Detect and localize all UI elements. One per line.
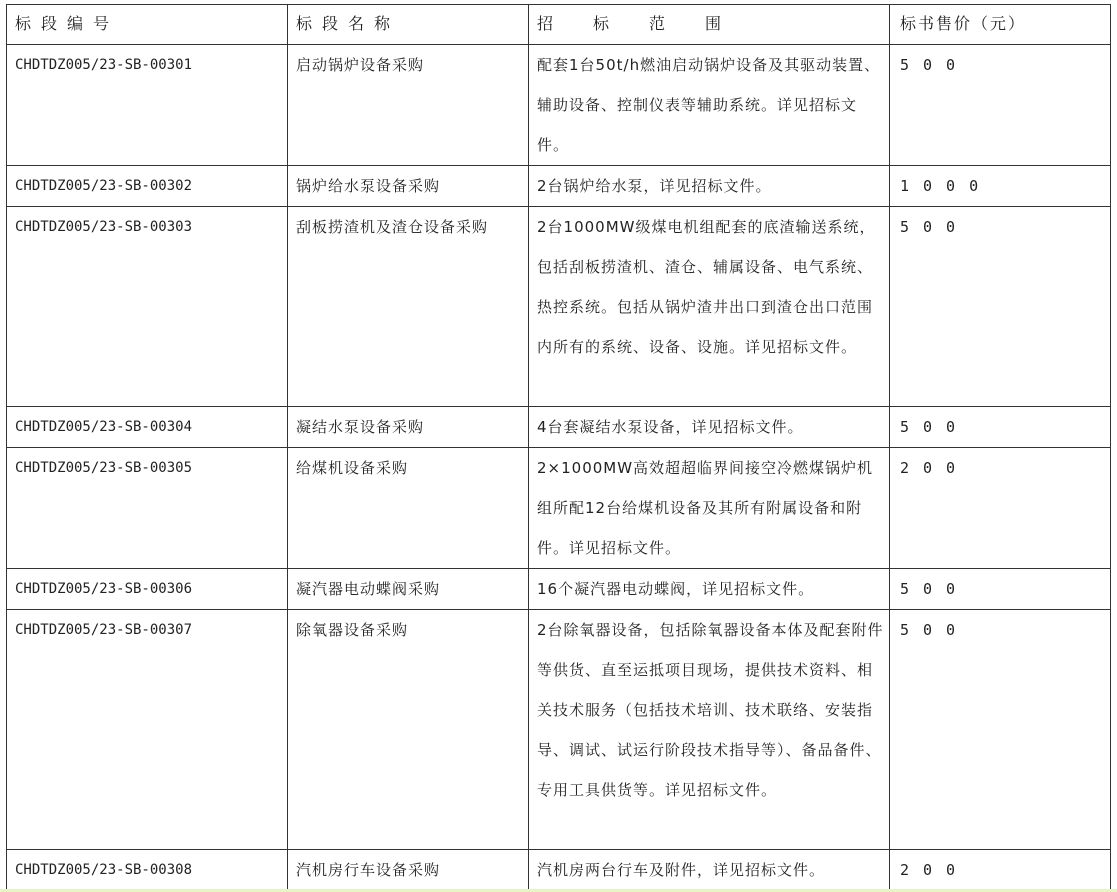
table-row [7,610,1111,850]
document-price: 500 [890,569,1111,610]
section-name: 刮板捞渣机及渣仓设备采购 [288,207,529,407]
section-code: CHDTDZ005/23-SB-00301 [7,45,288,166]
header-bid-scope: 招标范围 [529,5,890,45]
table-header-row [7,5,1111,45]
section-code: CHDTDZ005/23-SB-00303 [7,207,288,407]
bid-scope: 2台除氧器设备，包括除氧器设备本体及配套附件等供货、直至运抵项目现场，提供技术资料、相关技术服务（包括技术培训、技术联络、安装指导、调试、试运行阶段技术指导等）、备品备件、专用工具供货等。详见招标文件。 [529,610,890,850]
section-name: 凝结水泵设备采购 [288,407,529,448]
bid-scope: 2×1000MW高效超超临界间接空冷燃煤锅炉机组所配12台给煤机设备及其所有附属设备和附件。详见招标文件。 [529,448,890,569]
section-name: 给煤机设备采购 [288,448,529,569]
document-price: 500 [890,610,1111,850]
header-section-name: 标段名称 [288,5,529,45]
section-code: CHDTDZ005/23-SB-00305 [7,448,288,569]
section-name: 启动锅炉设备采购 [288,45,529,166]
document-price: 500 [890,207,1111,407]
table-row [7,207,1111,407]
document-price: 200 [890,448,1111,569]
bid-scope: 4台套凝结水泵设备，详见招标文件。 [529,407,890,448]
section-code: CHDTDZ005/23-SB-00308 [7,850,288,891]
section-name: 除氧器设备采购 [288,610,529,850]
document-price: 500 [890,407,1111,448]
section-code: CHDTDZ005/23-SB-00302 [7,166,288,207]
document-price: 500 [890,45,1111,166]
header-section-code: 标段编号 [7,5,288,45]
document-price: 200 [890,850,1111,891]
header-price: 标书售价（元） [890,5,1111,45]
bid-scope: 2台1000MW级煤电机组配套的底渣输送系统，包括刮板捞渣机、渣仓、辅属设备、电气系统、热控系统。包括从锅炉渣井出口到渣仓出口范围内所有的系统、设备、设施。详见招标文件。 [529,207,890,407]
document-price: 1000 [890,166,1111,207]
table-row [7,45,1111,166]
section-name: 锅炉给水泵设备采购 [288,166,529,207]
table-row [7,407,1111,448]
bid-scope: 2台锅炉给水泵，详见招标文件。 [529,166,890,207]
section-name: 凝汽器电动蝶阀采购 [288,569,529,610]
table-row [7,569,1111,610]
table-row [7,448,1111,569]
bid-scope: 汽机房两台行车及附件，详见招标文件。 [529,850,890,891]
section-code: CHDTDZ005/23-SB-00307 [7,610,288,850]
bid-scope: 16个凝汽器电动蝶阀，详见招标文件。 [529,569,890,610]
table-row [7,166,1111,207]
table-row [7,850,1111,891]
bid-scope: 配套1台50t/h燃油启动锅炉设备及其驱动装置、辅助设备、控制仪表等辅助系统。详见招标文件。 [529,45,890,166]
section-code: CHDTDZ005/23-SB-00304 [7,407,288,448]
bid-section-table [6,4,1111,891]
section-code: CHDTDZ005/23-SB-00306 [7,569,288,610]
section-name: 汽机房行车设备采购 [288,850,529,891]
